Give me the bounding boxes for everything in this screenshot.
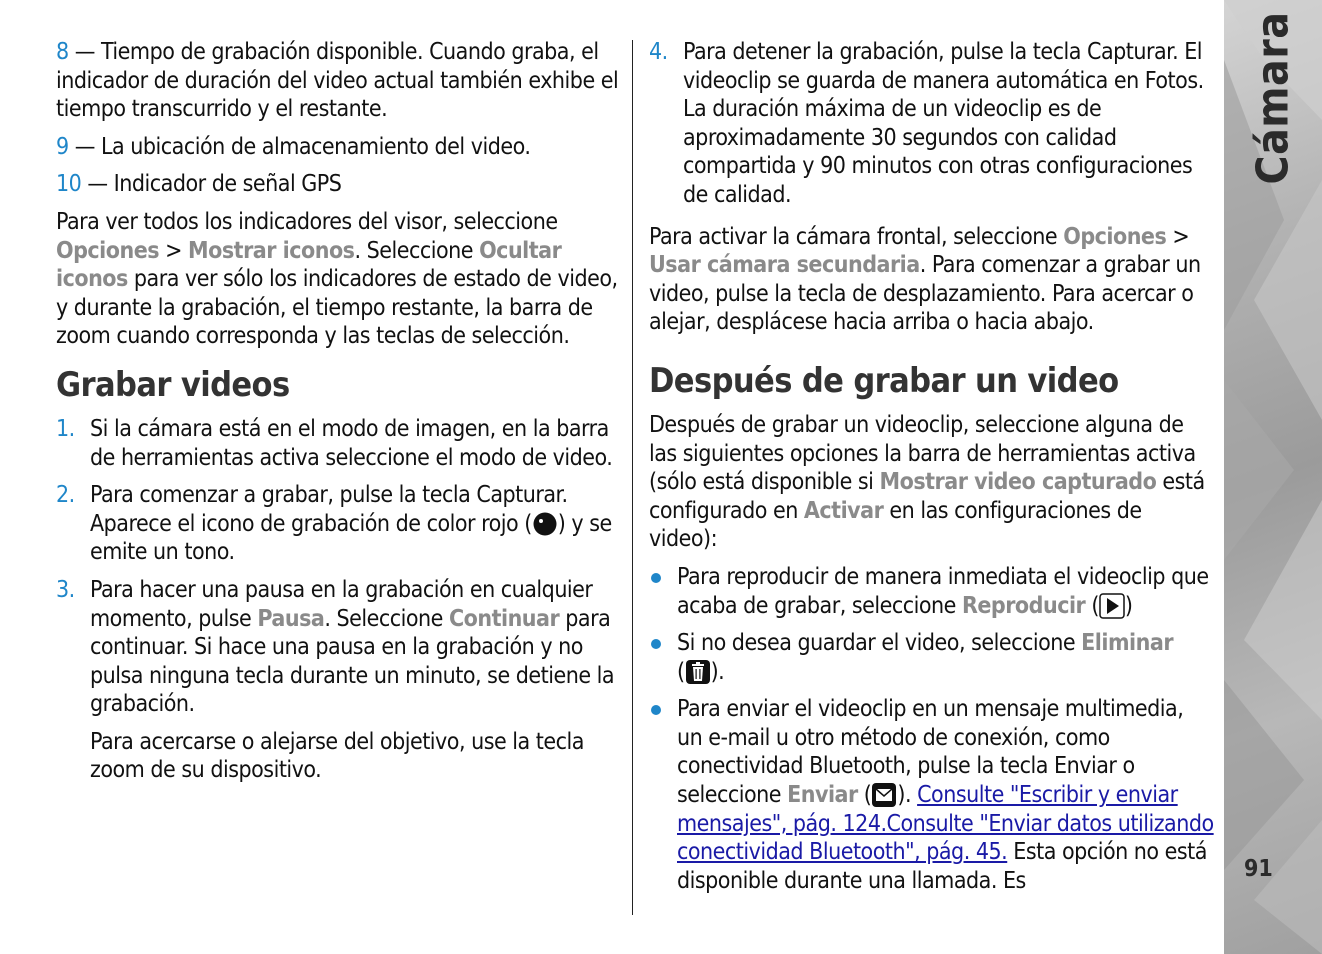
play-icon	[1099, 593, 1125, 619]
step-2: 2. Para comenzar a grabar, pulse la tecla Capturar. Aparece el icono de grabación de color rojo ( ) y se emite un tono.	[56, 482, 612, 566]
indicator-item-9: 9 — La ubicación de almacenamiento del video.	[56, 133, 531, 160]
recording-steps	[56, 415, 621, 785]
column-divider	[632, 40, 633, 915]
trash-icon	[685, 659, 711, 685]
heading-despues-de-grabar: Después de grabar un video	[649, 360, 1119, 401]
after-recording-options	[649, 563, 1214, 896]
left-column	[56, 38, 621, 794]
menu-option-activar: Activar	[803, 497, 884, 524]
indicator-item-8: 8 — Tiempo de grabación disponible. Cuando graba, el indicador de duración del video actual también exhibe el tiempo transcurrido y el restante.	[56, 39, 619, 123]
menu-option-opciones: Opciones	[56, 237, 160, 264]
menu-option-continuar: Continuar	[448, 605, 560, 632]
front-camera-paragraph: Para activar la cámara frontal, seleccione Opciones > Usar cámara secundaria. Para comenzar a grabar un video, pulse la tecla de desplazamiento. Para acercar o alejar, desplácese hacia arriba o hacia abajo.	[649, 223, 1201, 336]
menu-option-mostrar-iconos: Mostrar iconos	[188, 237, 355, 264]
heading-grabar-videos: Grabar videos	[56, 364, 290, 405]
indicators-paragraph: Para ver todos los indicadores del visor, seleccione Opciones > Mostrar iconos. Seleccione Ocultar iconos para ver sólo los indicadores de estado de video, y durante la grabación, el tiempo restante, la barra de zoom cuando corresponda y las teclas de selección.	[56, 208, 618, 350]
right-column	[649, 38, 1214, 904]
menu-option-pausa: Pausa	[257, 605, 325, 632]
step-1: 1. Si la cámara está en el modo de imagen, en la barra de herramientas activa seleccione el modo de video.	[56, 415, 613, 471]
section-title: Cámara	[1247, 11, 1299, 185]
indicator-item-10: 10 — Indicador de señal GPS	[56, 171, 342, 198]
menu-option-enviar: Enviar	[787, 782, 858, 809]
recording-steps-continued	[649, 38, 1214, 210]
menu-option-usar-camara-secundaria: Usar cámara secundaria	[649, 252, 920, 279]
bullet-dot	[651, 639, 661, 649]
step-3: 3. Para hacer una pausa en la grabación en cualquier momento, pulse Pausa. Seleccione Continuar para continuar. Si hace una pausa en la grabación y no pulsa ninguna tecla durante un minuto, se detiene la grabación.	[56, 576, 615, 718]
menu-option-opciones: Opciones	[1063, 223, 1167, 250]
menu-option-mostrar-video-capturado: Mostrar video capturado	[879, 469, 1157, 496]
bullet-send: Para enviar el videoclip en un mensaje multimedia, un e-mail u otro método de conexión, como conectividad Bluetooth, pulse la tecla Enviar o seleccione Enviar ( ). Consulte "Escribir y enviar mensajes", pág. 124.Consulte "Enviar datos utilizando conectividad Bluetooth", pág. 45. Esta opción no está disponible durante una llamada. Es	[649, 695, 1214, 895]
menu-option-eliminar: Eliminar	[1081, 630, 1174, 657]
record-icon	[532, 511, 558, 537]
step-4: 4. Para detener la grabación, pulse la tecla Capturar. El videoclip se guarda de manera automática en Fotos. La duración máxima de un videoclip es de aproximadamente 30 segundos con calidad compartida y 90 minutos con otras configuraciones de calidad.	[649, 39, 1204, 208]
step-3-note: Para acercarse o alejarse del objetivo, use la tecla zoom de su dispositivo.	[90, 728, 584, 784]
bullet-dot	[651, 705, 661, 715]
envelope-icon	[871, 782, 897, 808]
bullet-dot	[651, 573, 661, 583]
bullet-play: Para reproducir de manera inmediata el videoclip que acaba de grabar, seleccione Reproducir ( )	[649, 563, 1214, 620]
bullet-delete: Si no desea guardar el video, seleccione Eliminar ( ).	[649, 629, 1214, 686]
menu-option-reproducir: Reproducir	[961, 592, 1086, 619]
after-recording-intro: Después de grabar un videoclip, seleccione alguna de las siguientes opciones la barra de herramientas activa (sólo está disponible si Mostrar video capturado está configurado en Activar en las configuraciones de video):	[649, 411, 1205, 553]
menu-option-ocultar-iconos: Ocultar iconos	[56, 237, 562, 293]
page-number: 91	[1244, 856, 1273, 882]
cross-reference-link[interactable]: Consulte "Escribir y enviar mensajes", pág. 124.Consulte "Enviar datos utilizando conectividad Bluetooth", pág. 45.	[677, 782, 1214, 866]
